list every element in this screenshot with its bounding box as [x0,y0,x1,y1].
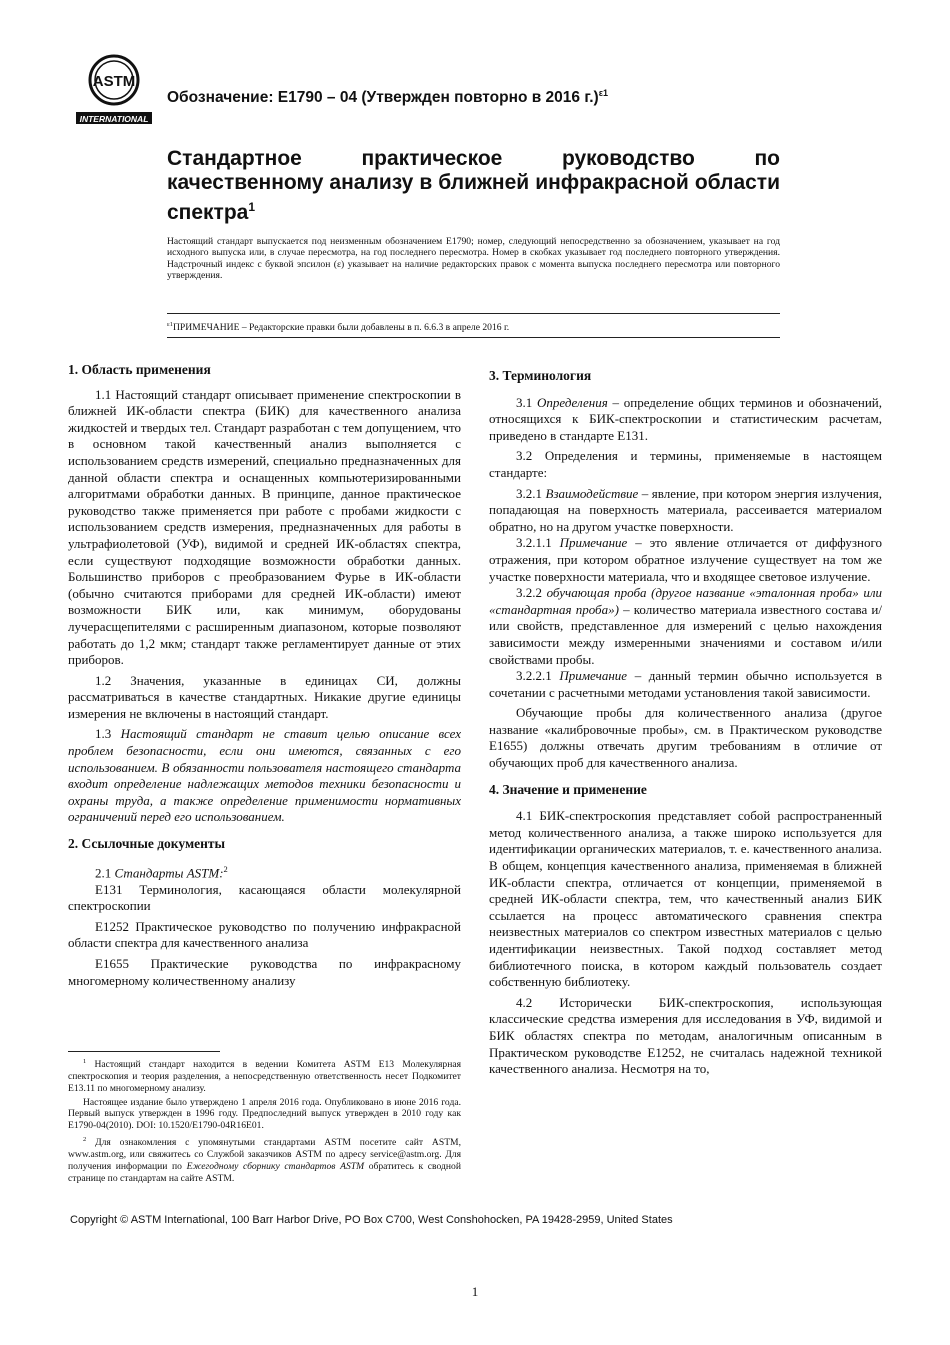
section-4-heading: 4. Значение и применение [489,781,647,797]
footnote-2 [68,1134,461,1184]
para-1-1: 1.1 Настоящий стандарт описывает применение спектроскопии в ближней ИК-области спектра (БИК) для качественного анализа жидкостей и твердых тел. Стандарт разработан с тем допущением, что в основном такой качественный анализ выполняется с использованием средств измерений, специально предназначенных для данной области спектра и оснащенных компьютеризированными алгоритмами обработки данных. В принципе, данное практическое руководство также применяется при работе с пробами жидкости с использованием средств измерения, предназначенных для работы в ультрафиолетовой (УФ), видимой и средней ИК-областях спектра, если существуют подходящие возможности обработки данных. Большинство приборов с преобразованием Фурье в ИК-области (обычно считаются приборами для средней ИК-области) имеют возможности БИК или, как минимум, оборудованы лучерасщепителями с расширенным диапазоном, которые позволяют работать до 1,2 мкм; стандарт также регламентирует данные от этих приборов. [68,386,461,668]
para-3-2-1-1-term: Примечание [559,535,628,551]
logo-astm-text: ASTM [92,73,136,90]
para-1-2: 1.2 Значения, указанные в единицах СИ, должны рассматриваться в качестве стандартных. Никакие другие единицы измерения не включены в настоящий стандарт. [68,672,461,721]
editorial-note-sup: ε1 [167,321,173,328]
footnote-1-text: Настоящий стандарт находится в ведении Комитета ASTM E13 Молекулярная спектроскопия и теория разделения, а непосредственную ответственность несет Подкомитет E13.11 по многомерному анализу. [68,1059,462,1094]
para-3-2-2-1-term: Примечание [559,668,628,684]
editorial-note-text: ПРИМЕЧАНИЕ – Редакторские правки были добавлены в п. 6.6.3 в апреле 2016 г. [172,322,510,334]
footnote-2-text-a: Для ознакомления с упомянутыми стандартами ASTM посетите сайт ASTM, www.astm.org, или свяжитесь со Службой заказчиков ASTM по адресу service@astm.org. Для получения информации по [68,1137,461,1172]
para-4-1: 4.1 БИК-спектроскопия представляет собой распространенный метод количественного анализа, а также широко используется для идентификации органических материалов, т. е. качественного анализа. В общем, концепция качественного анализа, применяемая в ближней ИК-области спектра, отличается от концепции, применяемой в средней ИК-области спектра, тем, что качественный анализ БИК ссылается на процесс автоматического сравнения спектра неизвестных материалов со спектром известных материалов с целью идентификации неизвестных. Такой подход составляет метод библиотечного поиска, в котором каждый пользователь создает собственную библиотеку. [489,808,882,990]
para-3-1-num: 3.1 [516,394,533,410]
section-3-heading: 3. Терминология [489,368,592,383]
designation-sup: ε1 [598,88,609,98]
editorial-note [167,313,780,338]
para-3-2-2-1-text: – данный термин обычно используется в сочетании с расчетными методами установления такой зависимости. [489,668,883,700]
footnotes [68,1056,461,1186]
para-2-1-text: Стандарты ASTM: [114,864,224,880]
para-3-2-2 [489,585,882,668]
para-3-2-1 [489,486,882,536]
para-3-1-term: Определения [536,394,608,410]
para-1-3-text: Настоящий стандарт не ставит целью описание всех проблем безопасности, если они имеются, связанных с его использованием. В обязанности пользователя настоящего стандарта входит определение надлежащих методов техники безопасности и охраны труда, а также определение применимости нормативных ограничений перед его использованием. [68,726,461,825]
para-3-1 [489,395,882,445]
preamble: Настоящий стандарт выпускается под неизменным обозначением E1790; номер, следующий непосредственно за обозначением, указывает на год исходного выпуска или, в случае пересмотра, на год последнего пересмотра. Номер в скобках указывает год последнего повторного утверждения. Надстрочный индекс с буквой эпсилон (ε) указывает на наличие редакторских правок с момента выпуска последнего пересмотра или повторного утверждения. [167,236,780,282]
ref-e1252: E1252 Практическое руководство по получению инфракрасной области спектра для качественного анализа [68,918,461,951]
section-2-heading: 2. Ссылочные документы [68,836,226,852]
para-3-2-1-text: – явление, при котором энергия излучения, попадающая на поверхность материала, рассеивается материалом обратно, но на другом участке поверхности. [489,485,883,534]
section-1-heading: 1. Область применения [68,362,211,377]
para-4-2: 4.2 Исторически БИК-спектроскопия, использующая классические средства измерения для исследования в УФ, видимой и БИК областях спектра по методам, аналогичным описанным в Практическом руководстве E1252, не считалась надежной техникой качественного анализа. Несмотря на то, [489,994,882,1077]
ref-e131: E131 Терминология, касающаяся области молекулярной спектроскопии [68,881,461,914]
page-number: 1 [471,1284,479,1299]
page-title [167,147,780,225]
astm-logo [72,52,156,126]
para-3-2: 3.2 Определения и термины, применяемые в настоящем стандарте: [489,448,882,480]
logo-international-text: INTERNATIONAL [79,114,149,124]
footnote-1b: Настоящее издание было утверждено 1 апреля 2016 года. Опубликовано в июне 2016 года. Первый выпуск утвержден в 1996 году. Предпоследний выпуск утвержден в 2010 году как E1790-04(2010). DOI: 10.1520/E1790-04R16E01. [68,1096,461,1132]
copyright: Copyright © ASTM International, 100 Barr Harbor Drive, PO Box C700, West Conshohocken, PA 19428-2959, United States [70,1214,673,1226]
para-3-1-text: – определение общих терминов и обозначений, относящихся к БИК-спектроскопии и статистическим расчетам, приведено в стандарте E131. [489,394,882,443]
para-2-1-num: 2.1 [95,864,112,880]
footnote-1 [68,1056,461,1095]
para-3-2-2-1-num: 3.2.2.1 [516,668,552,684]
para-2-1 [68,861,461,882]
footnote-rule [68,1051,220,1052]
designation [167,88,608,107]
left-column [68,362,461,993]
footnote-2-sup: 2 [83,1135,87,1143]
astm-logo-graphic [72,52,156,126]
footnote-2-text-b: обратитесь к сводной странице по стандартам на сайте ASTM. [68,1160,461,1184]
para-1-3 [68,726,461,826]
footnote-1-sup: 1 [83,1058,87,1065]
right-column [489,368,882,1082]
designation-text: Обозначение: E1790 – 04 (Утвержден повторно в 2016 г.) [167,89,599,107]
para-3-2-1-1 [489,535,882,585]
para-3-2-2-term: обучающая проба (другое название «эталонная проба» или «стандартная проба») [489,585,883,617]
para-3-2-1-1-text: – это явление отличается от диффузного отражения, при котором обратное излучение существует на том же участке поверхности материала, что и входящее световое излучение. [489,535,882,584]
para-3-2-2-1 [489,668,882,701]
para-3-2-1-num: 3.2.1 [516,485,542,501]
title-text: Стандартное практическое руководство по качественному анализу в ближней инфракрасной области спектра [167,147,780,224]
para-2-1-sup: 2 [223,863,228,874]
para-3-2-2-num: 3.2.2 [516,585,542,601]
ref-e1655: E1655 Практические руководства по инфракрасному многомерному количественному анализу [68,955,461,988]
para-1-3-num: 1.3 [95,726,112,742]
para-3-2-2-text: – количество материала известного состава и/или свойств, представленное для измерений с целью нахождения зависимости между измеренными значениями и составом и/или свойствами пробы. [489,601,882,667]
title-sup: 1 [248,200,256,214]
para-3-2-1-1-num: 3.2.1.1 [516,535,552,551]
para-3-2-1-term: Взаимодействие [545,485,639,501]
footnote-2-italic: Ежегодному сборнику стандартов ASTM [186,1160,365,1172]
para-3-2-2-2: Обучающие пробы для количественного анализа (другое название «калибровочные пробы», см. в Практическом руководстве E1655) должны отвечать другим требованиям в отличие от обучающих проб для качественного анализа. [489,705,882,771]
